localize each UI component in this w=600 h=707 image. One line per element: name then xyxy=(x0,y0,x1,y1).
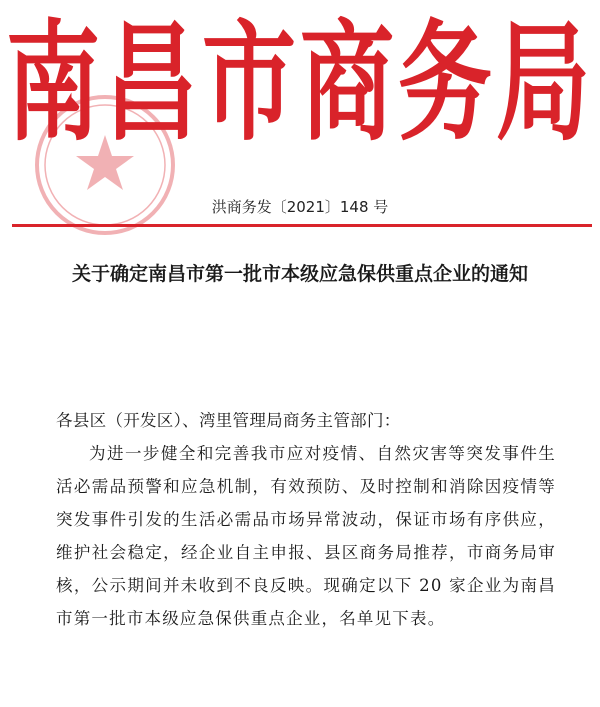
red-divider xyxy=(12,224,592,227)
org-title xyxy=(0,10,600,160)
org-title-text: 南昌市商务局 xyxy=(5,9,594,160)
doc-number: 洪商务发〔2021〕148 号 xyxy=(211,198,389,216)
notice-title: 关于确定南昌市第一批市本级应急保供重点企业的通知 xyxy=(71,263,528,285)
addressee: 各县区（开发区）、湾里管理局商务主管部门： xyxy=(56,411,401,430)
body-paragraph: 为进一步健全和完善我市应对疫情、自然灾害等突发事件生活必需品预警和应急机制，有效预防、及时控制和消除因疫情等突发事件引发的生活必需品市场异常波动，保证市场有序供应，维护社会稳定，经企业自主申报、县区商务局推荐，市商务局审核，公示期间并未收到不良反映。现确定以下 20 家企业为南昌市第一批市本级应急保供重点企业，名单见下表。 xyxy=(56,444,556,628)
notice-body xyxy=(56,404,556,635)
